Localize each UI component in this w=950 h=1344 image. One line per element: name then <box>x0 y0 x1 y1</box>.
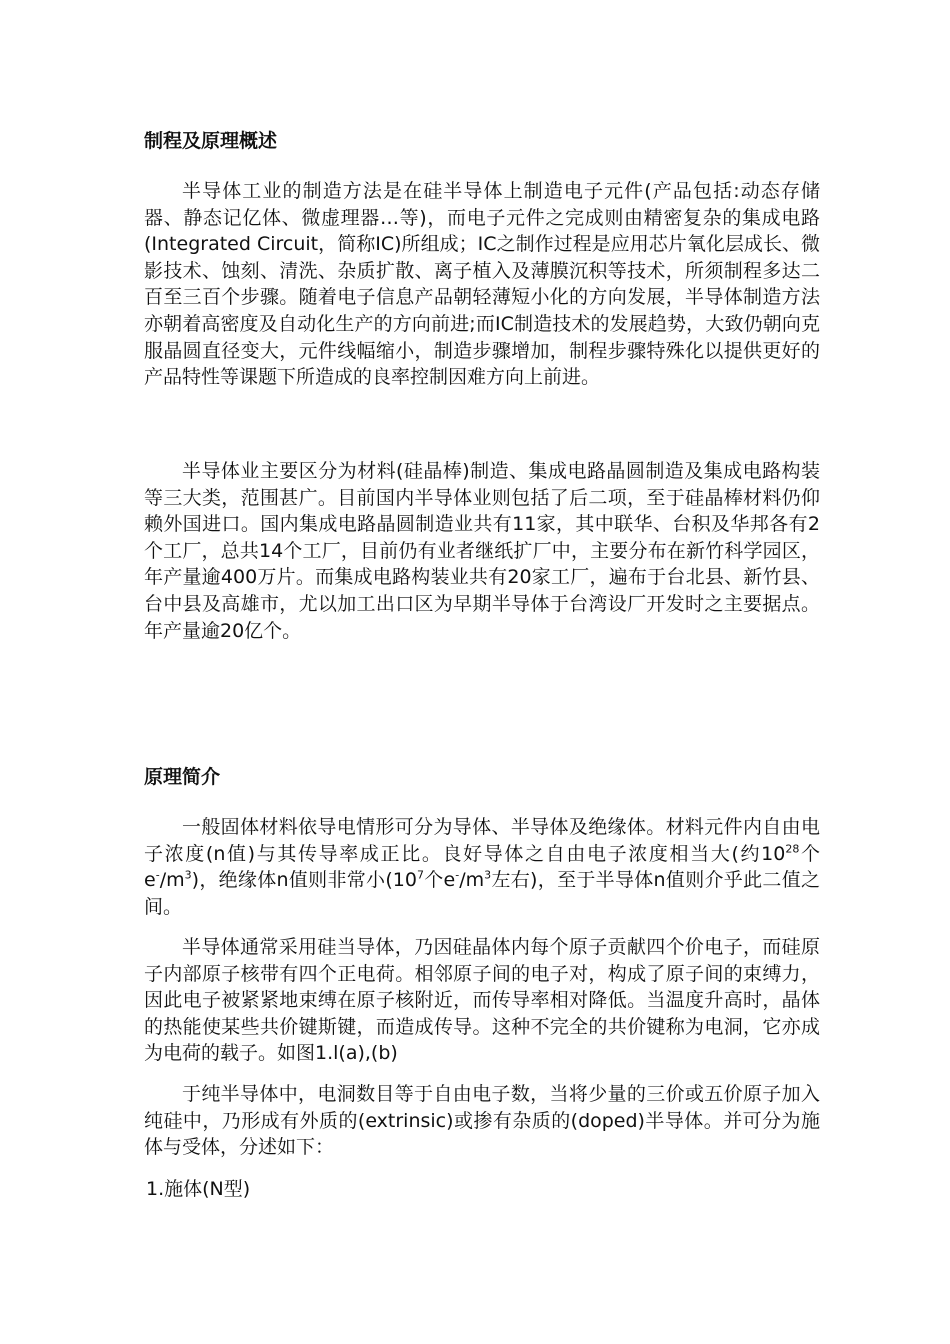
paragraph-doped-semiconductor: 于纯半导体中，电洞数目等于自由电子数，当将少量的三价或五价原子加入纯硅中，乃形成有外质的(extrinsic)或掺有杂质的(doped)半导体。并可分为施体与受体，分述如下： <box>144 1083 820 1159</box>
paragraph-silicon-covalent: 半导体通常采用硅当导体，乃因硅晶体内每个原子贡献四个价电子，而硅原子内部原子核带有四个正电荷。相邻原子间的电子对，构成了原子间的束缚力，因此电子被紧紧地束缚在原子核附近，而传导率相对降低。当温度升高时，晶体的热能使某些共价键斯键，而造成传导。这种不完全的共价键称为电洞，它亦成为电荷的载子。如图1.l(a),(b) <box>144 936 820 1065</box>
paragraph-conductivity: 一般固体材料依导电情形可分为导体、半导体及绝缘体。材料元件内自由电子浓度(n值)与其传导率成正比。良好导体之自由电子浓度相当大(约$10^{28}$个$e^-/m^3$)，绝缘体n值则非常小($10^7$个$e^-/m^3$左右)，至于半导体n值则介乎此二值之间。 <box>144 816 820 918</box>
paragraph-manufacturing-method: 半导体工业的制造方法是在硅半导体上制造电子元件(产品包括:动态存储器、静态记亿体、微虚理器…等)，而电子元件之完成则由精密复杂的集成电路(Integrated Circuit，简称IC)所组成；IC之制作过程是应用芯片氧化层成长、微影技术、蚀刻、清洗、杂质扩散、离子植入及薄膜沉积等技术，所须制程多达二百至三百个步骤。随着电子信息产品朝轻薄短小化的方向发展，半导体制造方法亦朝着高密度及自动化生产的方向前进;而IC制造技术的发展趋势，大致仍朝向克服晶圆直径变大，元件线幅缩小，制造步骤增加，制程步骤特殊化以提供更好的产品特性等课题下所造成的良率控制因难方向上前进。 <box>144 180 820 389</box>
paragraph-industry-categories: 半导体业主要区分为材料(硅晶棒)制造、集成电路晶圆制造及集成电路构装等三大类，范围甚广。目前国内半导体业则包括了后二项，至于硅晶棒材料仍仰赖外国进口。国内集成电路晶圆制造业共有11家，其中联华、台积及华邦各有2个工厂，总共14个工厂，目前仍有业者继纸扩厂中，主要分布在新竹科学园区，年产量逾400万片。而集成电路构装业共有20家工厂，遍布于台北县、新竹县、台中县及高雄市，尤以加工出口区为早期半导体于台湾设厂开发时之主要据点。年产量逾20亿个。 <box>144 460 820 642</box>
section-title-principle-intro: 原理简介 <box>144 766 221 788</box>
list-item-donor-n-type: 1.施体(N型) <box>146 1178 251 1200</box>
section-title-process-overview: 制程及原理概述 <box>144 130 278 152</box>
